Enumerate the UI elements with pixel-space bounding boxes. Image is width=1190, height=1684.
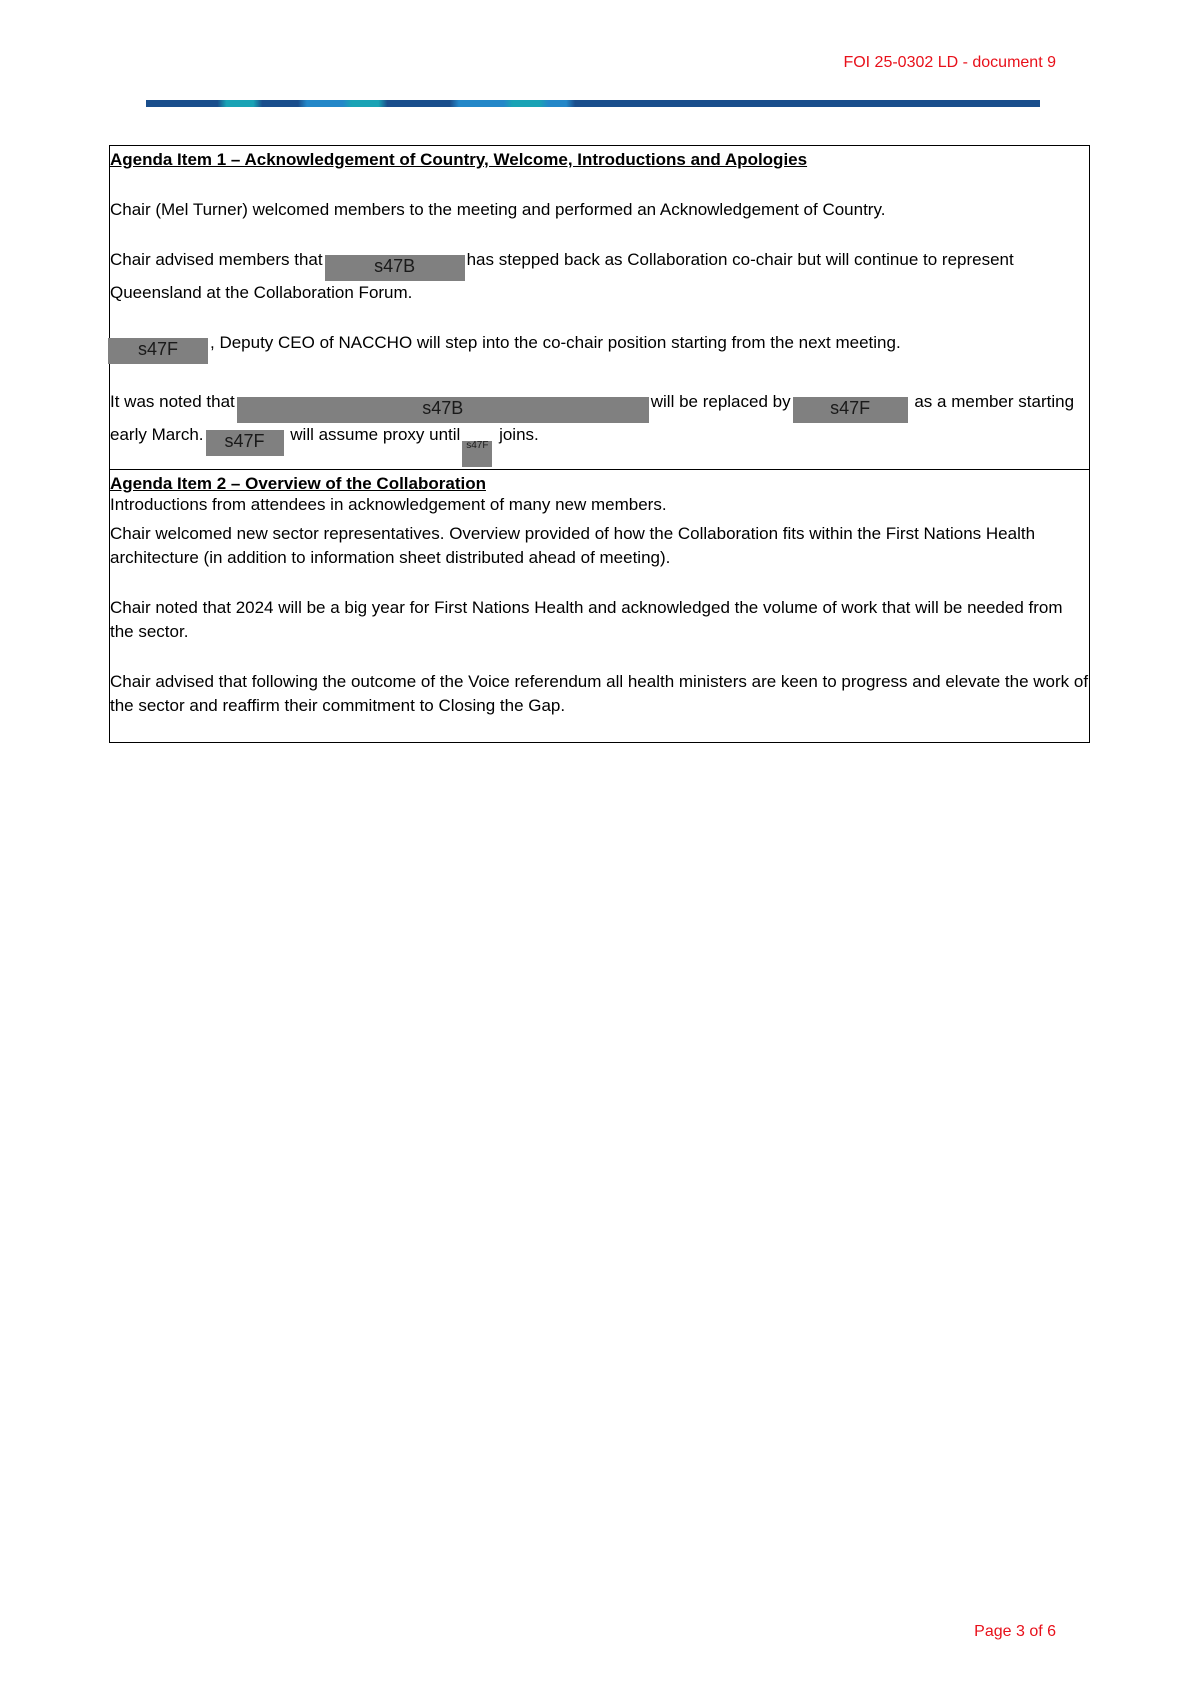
item1-p4-text-b: will be replaced by [650,392,791,411]
page-number: Page 3 of 6 [974,1623,1056,1640]
agenda-item-2-box [109,469,1090,743]
item1-p4-text-e: joins. [499,425,539,444]
redaction-block: s47F [462,441,492,467]
redaction-block: s47F [793,397,908,423]
redaction-block: s47B [325,255,465,281]
header-color-bar [146,100,1040,107]
item2-paragraph-3: Chair advised that following the outcome of the Voice referendum all health ministers are keen to progress and elevate the work of the sector and reaffirm their commitment to Closing the Gap. [110,672,1089,715]
redaction-block: s47B [237,397,649,423]
item2-paragraph-1: Chair welcomed new sector representatives. Overview provided of how the Collaboration fits within the First Nations Health architecture (in addition to information sheet distributed ahead of meeting). [110,524,1036,567]
item1-p4-text-a: It was noted that [110,392,235,411]
item1-p3-text: , Deputy CEO of NACCHO will step into the co-chair position starting from the next meeting. [210,333,901,352]
foi-reference: FOI 25-0302 LD - document 9 [843,54,1056,71]
item1-paragraph-4 [110,390,1089,467]
item1-p2-text-b: has stepped back as Collaboration co-chair but will continue to represent Queensland at the Collaboration Forum. [110,250,1014,302]
agenda-item-2-title: Agenda Item 2 – Overview of the Collaboration [110,474,486,493]
item1-paragraph-2 [110,248,1089,305]
item1-p4-text-c: as a member starting early March. [110,392,1075,444]
item1-paragraph-3 [110,331,1089,364]
redaction-block: s47F [206,430,284,456]
item1-paragraph-1: Chair (Mel Turner) welcomed members to the meeting and performed an Acknowledgement of Country. [110,200,886,219]
item1-paragraph-5: Introductions from attendees in acknowledgement of many new members. [110,495,667,514]
item1-p4-text-d: will assume proxy until [290,425,461,444]
redaction-block: s47F [108,338,208,364]
agenda-item-1-title: Agenda Item 1 – Acknowledgement of Country, Welcome, Introductions and Apologies [110,150,808,169]
item1-p2-text-a: Chair advised members that [110,250,323,269]
item2-paragraph-2: Chair noted that 2024 will be a big year for First Nations Health and acknowledged the volume of work that will be needed from the sector. [110,598,1063,641]
